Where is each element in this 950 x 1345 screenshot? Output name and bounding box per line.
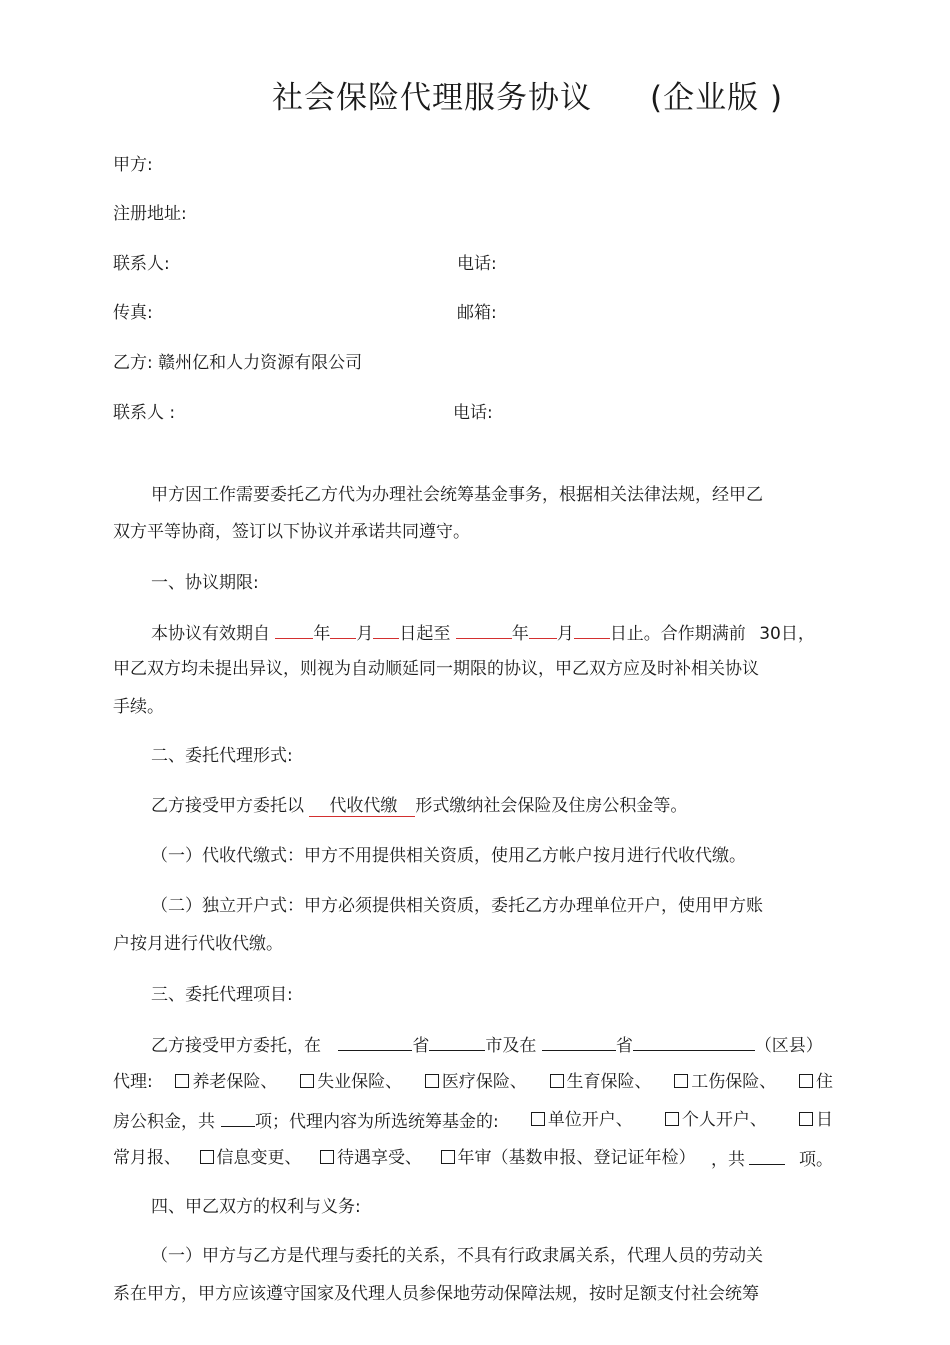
form-item-2-line-2: 户按月进行代收代缴。	[113, 934, 283, 954]
unemployment-label: 失业保险、	[317, 1072, 403, 1092]
item-count-blank	[221, 1110, 255, 1127]
term-line-2: 甲乙双方均未提出异议，则视为自动顺延同一期限的协议，甲乙双方应及时补相关协议	[113, 659, 759, 679]
section-2-heading: 二、委托代理形式:	[151, 746, 293, 766]
section-4-heading: 四、甲乙双方的权利与义务:	[151, 1197, 361, 1217]
start-day-blank	[373, 622, 399, 639]
housing-label-start: 住	[815, 1072, 833, 1092]
term-line-1	[151, 622, 815, 644]
scope-text-prefix: 乙方接受甲方委托，在	[151, 1036, 321, 1056]
party-a-address-label: 注册地址:	[113, 204, 187, 224]
scope-line-2	[113, 1072, 833, 1092]
maternity-label: 生育保险、	[566, 1072, 652, 1092]
year-label: 年	[313, 624, 331, 644]
province-label: 省	[615, 1036, 633, 1056]
intro-line-2: 双方平等协商，签订以下协议并承诺共同遵守。	[113, 522, 470, 542]
district-label: （区县）	[754, 1036, 823, 1056]
unit-open-label: 单位开户、	[547, 1110, 633, 1130]
day-from-label: 日起至	[399, 624, 451, 644]
annual-review-checkbox[interactable]	[441, 1150, 455, 1164]
daily-report-checkbox[interactable]	[799, 1112, 813, 1126]
start-year-blank	[275, 622, 313, 639]
term-text-from: 本协议有效期自	[151, 624, 270, 644]
pension-checkbox[interactable]	[175, 1074, 189, 1088]
rights-item-1-line-2: 系在甲方，甲方应该遵守国家及代理人员参保地劳动保障法规，按时足额支付社会统筹	[113, 1284, 759, 1304]
total-count-blank	[749, 1148, 785, 1165]
total-suffix: 项。	[799, 1150, 833, 1170]
form-line	[151, 796, 687, 816]
scope-line-1	[151, 1034, 823, 1056]
form-value: 代收代缴	[309, 796, 415, 817]
city-blank	[429, 1034, 485, 1051]
total-prefix: ，共	[711, 1150, 745, 1170]
document-title	[272, 72, 783, 117]
province-label: 省	[412, 1036, 430, 1056]
daily-label-end: 常月报、	[113, 1148, 181, 1168]
title-main: 社会保险代理服务协议	[272, 80, 592, 116]
days-unit: 日，	[780, 624, 815, 644]
injury-checkbox[interactable]	[674, 1074, 688, 1088]
start-month-blank	[330, 622, 356, 639]
party-b-name: 赣州亿和人力资源有限公司	[158, 353, 363, 373]
benefits-label: 待遇享受、	[337, 1148, 422, 1168]
party-a-label: 甲方:	[113, 155, 153, 175]
benefits-checkbox[interactable]	[320, 1150, 334, 1164]
daily-label-start: 日	[815, 1110, 833, 1130]
unemployment-checkbox[interactable]	[300, 1074, 314, 1088]
housing-fund-checkbox[interactable]	[799, 1074, 813, 1088]
day-to-label: 日止。合作期满前	[609, 624, 746, 644]
month-label: 月	[556, 624, 574, 644]
content-prefix: 项；代理内容为所选统筹基金的:	[255, 1112, 499, 1132]
term-line-3: 手续。	[113, 697, 164, 717]
month-label: 月	[356, 624, 374, 644]
end-day-blank	[574, 622, 610, 639]
maternity-checkbox[interactable]	[550, 1074, 564, 1088]
section-3-heading: 三、委托代理项目:	[151, 985, 293, 1005]
province-1-blank	[338, 1034, 412, 1051]
district-blank	[633, 1034, 755, 1051]
agency-prefix: 代理:	[113, 1072, 153, 1092]
personal-open-label: 个人开户、	[681, 1110, 767, 1130]
housing-label-end: 房公积金，共	[113, 1112, 215, 1132]
party-b-label: 乙方:	[113, 353, 153, 373]
title-edition: (企业版 )	[650, 80, 784, 116]
party-a-fax-label: 传真:	[113, 303, 153, 323]
party-a-phone-label: 电话:	[457, 254, 497, 274]
form-text-suffix: 形式缴纳社会保险及住房公积金等。	[415, 796, 688, 816]
form-text-prefix: 乙方接受甲方委托以	[151, 796, 304, 816]
section-1-heading: 一、协议期限:	[151, 573, 259, 593]
end-month-blank	[529, 622, 557, 639]
personal-open-checkbox[interactable]	[665, 1112, 679, 1126]
medical-checkbox[interactable]	[425, 1074, 439, 1088]
rights-item-1-line-1: （一）甲方与乙方是代理与委托的关系，不具有行政隶属关系，代理人员的劳动关	[151, 1246, 763, 1266]
year-label: 年	[511, 624, 529, 644]
medical-label: 医疗保险、	[441, 1072, 527, 1092]
city-and-label: 市及在	[485, 1036, 537, 1056]
form-item-2-line-1: （二）独立开户式：甲方必须提供相关资质，委托乙方办理单位开户，使用甲方账	[151, 896, 763, 916]
intro-line-1: 甲方因工作需要委托乙方代为办理社会统筹基金事务，根据相关法律法规，经甲乙	[151, 485, 763, 505]
annual-review-label: 年审（基数申报、登记证年检）	[457, 1148, 696, 1168]
party-a-email-label: 邮箱:	[457, 303, 497, 323]
party-b-line	[113, 353, 362, 373]
scope-line-4	[113, 1148, 833, 1170]
injury-label: 工伤保险、	[691, 1072, 777, 1092]
days-number: 30	[759, 624, 781, 644]
info-change-label: 信息变更、	[216, 1148, 302, 1168]
unit-open-checkbox[interactable]	[531, 1112, 545, 1126]
end-year-blank	[456, 622, 512, 639]
party-b-contact-label: 联系人 :	[113, 403, 176, 423]
info-change-checkbox[interactable]	[200, 1150, 214, 1164]
scope-line-3	[113, 1110, 833, 1132]
pension-label: 养老保险、	[192, 1072, 278, 1092]
party-b-phone-label: 电话:	[453, 403, 493, 423]
form-item-1: （一）代收代缴式：甲方不用提供相关资质，使用乙方帐户按月进行代收代缴。	[151, 846, 746, 866]
party-a-contact-label: 联系人:	[113, 254, 170, 274]
province-2-blank	[542, 1034, 616, 1051]
